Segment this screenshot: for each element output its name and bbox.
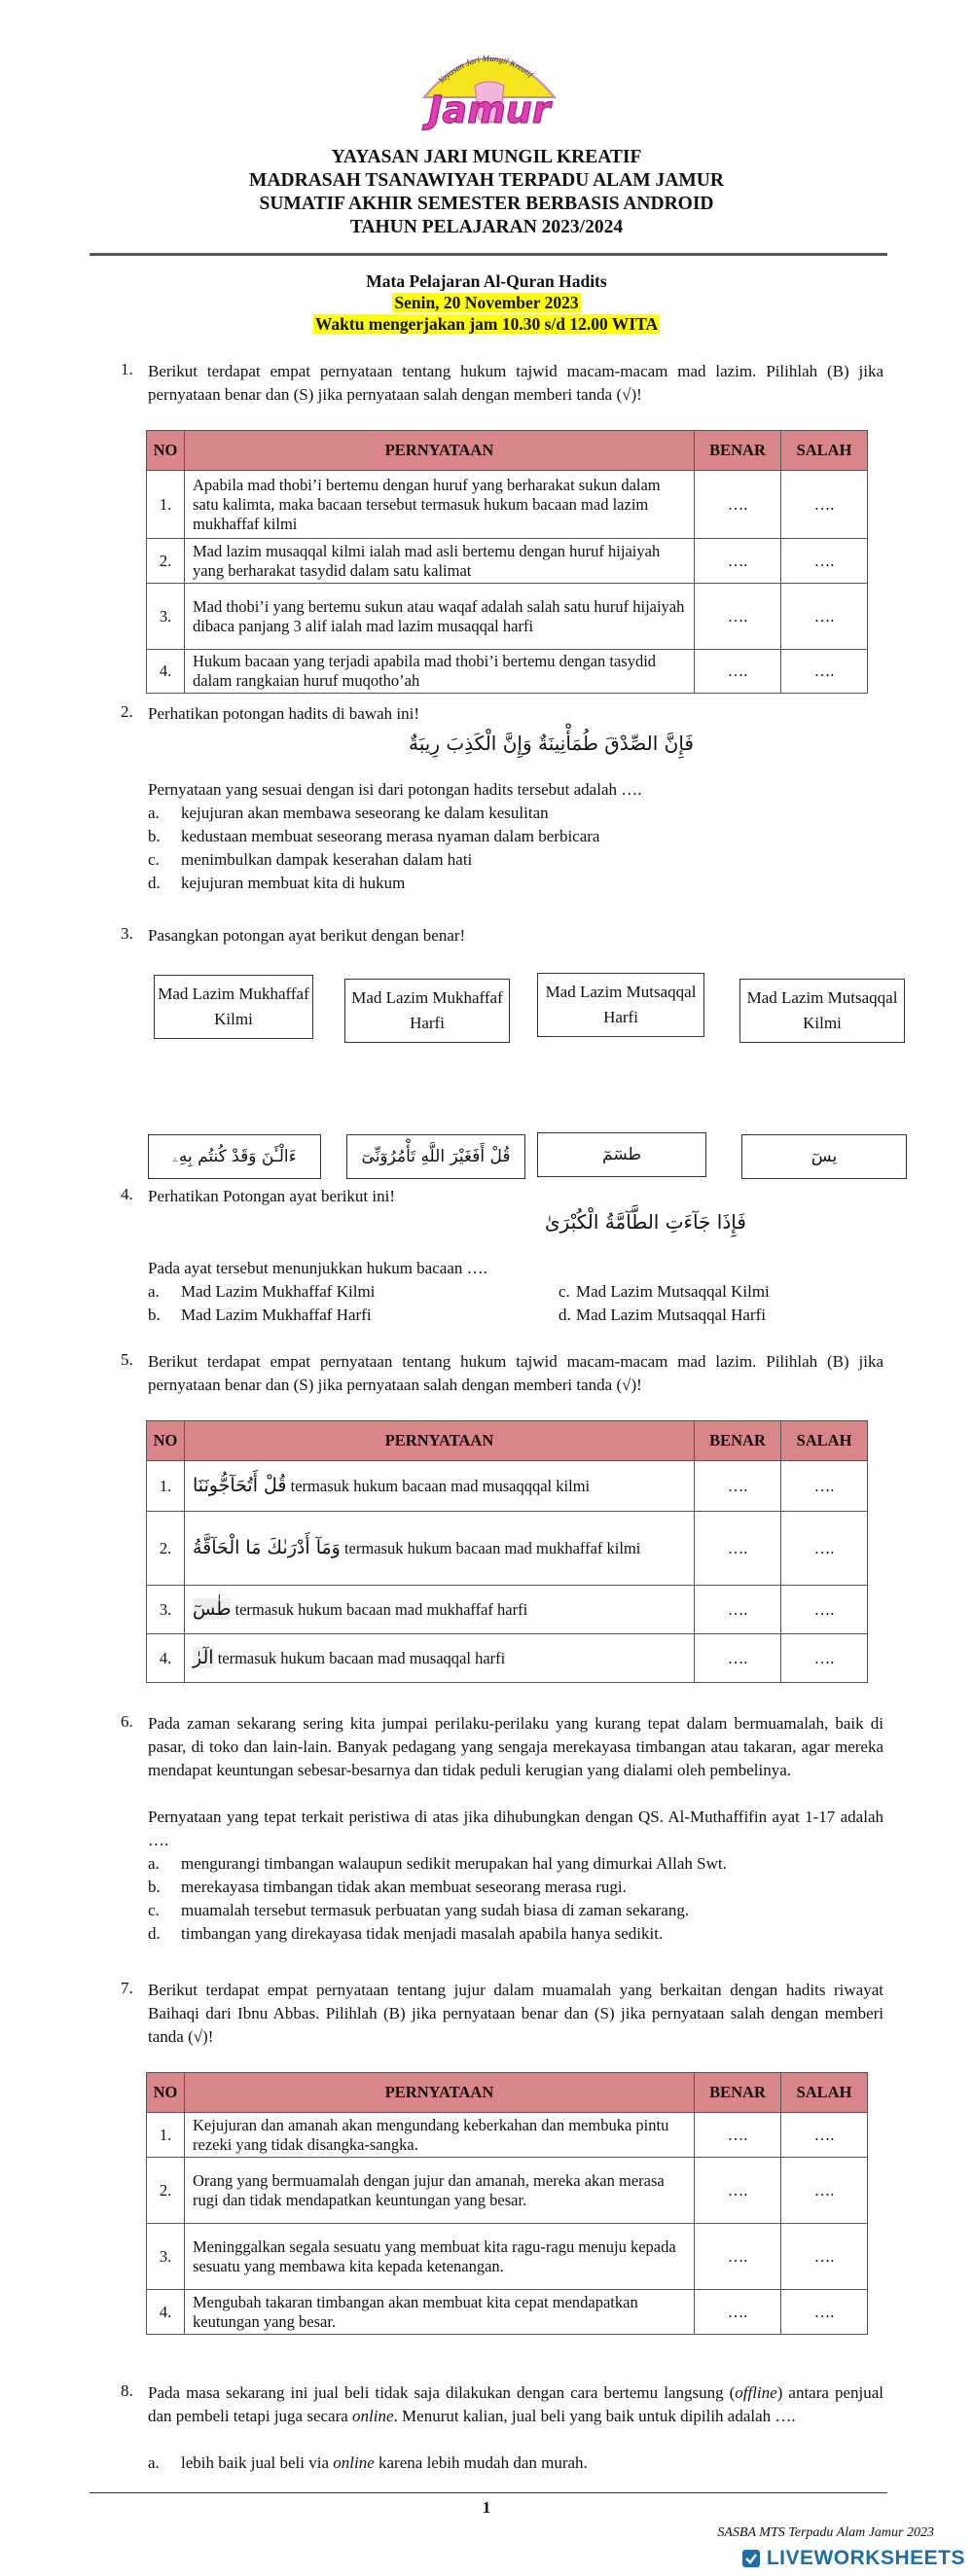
- answer-true[interactable]: ….: [695, 1461, 781, 1512]
- header-line-3: SUMATIF AKHIR SEMESTER BERBASIS ANDROID: [259, 194, 714, 214]
- q2-number: 2.: [121, 702, 133, 721]
- answer-false[interactable]: ….: [781, 2224, 868, 2290]
- col-no: NO: [147, 1421, 185, 1461]
- q4-option-c[interactable]: c. Mad Lazim Mutsaqqal Kilmi: [559, 1282, 770, 1301]
- table-row: 3. Meninggalkan segala sesuatu yang membuat kita ragu-ragu menuju kepada sesuatu yang membawa kita kepada ketenangan. …. ….: [147, 2224, 868, 2290]
- q4-text: Perhatikan Potongan ayat berikut ini!: [148, 1187, 395, 1205]
- table-row: 4. الٓرٰ termasuk hukum bacaan mad musaqqal harfi …. ….: [147, 1634, 868, 1683]
- q4-ayah-arabic: فَإِذَا جَآءَتِ الطَّآمَّةُ الْكُبْرَىٰ: [545, 1210, 746, 1234]
- q6-text: Pada zaman sekarang sering kita jumpai perilaku-perilaku yang kurang tepat dalam bermuamalah, baik di pasar, di toko dan lain-lain. Banyak pedagang yang sengaja merekayasa timbangan atau takaran, agar mereka mendapat keuntungan sebesar-besarnya dan tidak peduli kerugian yang dialami oleh pembelinya.: [148, 1714, 883, 1779]
- q5-text: Berikut terdapat empat pernyataan tentang hukum tajwid macam-macam mad lazim. Pilihlah (B) jika pernyataan benar dan (S) jika pernyataan salah dengan memberi tanda (√)!: [148, 1352, 883, 1394]
- subject-title: Mata Pelajaran Al-Quran Hadits: [366, 271, 607, 291]
- q1-number: 1.: [121, 360, 133, 378]
- answer-false[interactable]: ….: [781, 1461, 868, 1512]
- q4-option-a[interactable]: a. Mad Lazim Mukhaffaf Kilmi: [148, 1282, 376, 1301]
- answer-true[interactable]: ….: [695, 1512, 781, 1586]
- match-term-3[interactable]: Mad Lazim Mutsaqqal Harfi: [537, 973, 704, 1037]
- header-line-1: YAYASAN JARI MUNGIL KREATIF: [331, 147, 642, 167]
- table-row: 2. وَمَآ أَدْرَىٰكَ مَا الْحَآقَّةُ termasuk hukum bacaan mad mukhaffaf kilmi …. ….: [147, 1512, 868, 1586]
- answer-true[interactable]: ….: [695, 2158, 781, 2224]
- answer-true[interactable]: ….: [695, 2113, 781, 2158]
- table-row: 1. Kejujuran dan amanah akan mengundang keberkahan dan membuka pintu rezeki yang tidak disangka-sangka. …. ….: [147, 2113, 868, 2158]
- col-statement: PERNYATAAN: [185, 2073, 695, 2113]
- col-true: BENAR: [695, 1421, 781, 1461]
- table-row: 1. قُلْ أَتُحَآجُّونَنَا termasuk hukum bacaan mad musaqqqal kilmi …. ….: [147, 1461, 868, 1512]
- answer-true[interactable]: ….: [695, 1634, 781, 1683]
- answer-false[interactable]: ….: [781, 584, 868, 650]
- table-row: 2. Mad lazim musaqqal kilmi ialah mad asli bertemu dengan huruf hijaiyah yang berharakat tasydid dalam satu kalimat …. ….: [147, 539, 868, 584]
- answer-false[interactable]: ….: [781, 539, 868, 584]
- exam-date: Senin, 20 November 2023: [394, 293, 579, 312]
- answer-true[interactable]: ….: [695, 471, 781, 539]
- answer-true[interactable]: ….: [695, 2290, 781, 2335]
- footer-note: SASBA MTS Terpadu Alam Jamur 2023: [717, 2525, 934, 2540]
- q6-option-d[interactable]: d. timbangan yang direkayasa tidak menjadi masalah apabila hanya sedikit.: [148, 1924, 664, 1943]
- q2-text: Perhatikan potongan hadits di bawah ini!: [148, 704, 420, 723]
- q6-number: 6.: [121, 1712, 133, 1731]
- answer-true[interactable]: ….: [695, 2224, 781, 2290]
- q4-option-d[interactable]: d. Mad Lazim Mutsaqqal Harfi: [559, 1306, 766, 1324]
- q2-option-b[interactable]: b. kedustaan membuat seseorang merasa nyaman dalam berbicara: [148, 827, 600, 845]
- liveworksheets-text: LIVEWORKSHEETS: [766, 2547, 965, 2569]
- q2-question: Pernyataan yang sesuai dengan isi dari potongan hadits tersebut adalah ….: [148, 780, 642, 799]
- q4-number: 4.: [121, 1185, 133, 1203]
- answer-false[interactable]: ….: [781, 1634, 868, 1683]
- col-statement: PERNYATAAN: [185, 1421, 695, 1461]
- footer-divider: [90, 2492, 887, 2493]
- logo-text: Jamur: [428, 89, 551, 131]
- ayah-arabic: قُلْ أَتُحَآجُّونَنَا: [193, 1475, 287, 1496]
- match-ayah-3[interactable]: طسٓمٓ: [537, 1132, 706, 1177]
- table-row: 1. Apabila mad thobi’i bertemu dengan huruf yang berharakat sukun dalam satu kalimta, maka bacaan tersebut termasuk hukum bacaan mad lazim mukhaffaf kilmi …. ….: [147, 471, 868, 539]
- header-divider: [90, 253, 887, 256]
- answer-false[interactable]: ….: [781, 1512, 868, 1586]
- match-term-2[interactable]: Mad Lazim Mukhaffaf Harfi: [344, 979, 510, 1043]
- answer-true[interactable]: ….: [695, 1586, 781, 1634]
- match-ayah-4[interactable]: يسٓ: [741, 1134, 907, 1179]
- ayah-arabic: وَمَآ أَدْرَىٰكَ مَا الْحَآقَّةُ: [193, 1537, 341, 1558]
- match-ayah-2[interactable]: قُلْ أَفَغَيْرَ اللَّهِ تَأْمُرُوٓنِّىٓ: [346, 1134, 525, 1179]
- page-number: 1: [482, 2498, 491, 2517]
- q2-option-d[interactable]: d. kejujuran membuat kita di hukum: [148, 874, 406, 892]
- liveworksheets-logo-icon: [741, 2549, 761, 2568]
- col-false: SALAH: [781, 2073, 868, 2113]
- q6-option-b[interactable]: b. merekayasa timbangan tidak akan membuat seseorang merasa rugi.: [148, 1878, 627, 1896]
- header-line-2: MADRASAH TSANAWIYAH TERPADU ALAM JAMUR: [249, 170, 724, 191]
- q5-number: 5.: [121, 1350, 133, 1369]
- q1-text: Berikut terdapat empat pernyataan tentang hukum tajwid macam-macam mad lazim. Pilihlah (B) jika pernyataan benar dan (S) jika pernyataan salah dengan memberi tanda (√)!: [148, 362, 883, 404]
- table-row: 2. Orang yang bermuamalah dengan jujur dan amanah, mereka akan merasa rugi dan tidak mendapatkan keuntungan yang besar. …. ….: [147, 2158, 868, 2224]
- q2-option-a[interactable]: a. kejujuran akan membawa seseorang ke dalam kesulitan: [148, 804, 549, 822]
- q6-question: Pernyataan yang tepat terkait peristiwa di atas jika dihubungkan dengan QS. Al-Muthaffifin ayat 1-17 adalah ….: [148, 1807, 883, 1849]
- col-no: NO: [147, 2073, 185, 2113]
- school-logo: [407, 29, 572, 144]
- table-row: 3. طٰسٓ termasuk hukum bacaan mad mukhaffaf harfi …. ….: [147, 1586, 868, 1634]
- q4-question: Pada ayat tersebut menunjukkan hukum bacaan ….: [148, 1259, 487, 1277]
- table-row: 3. Mad thobi’i yang bertemu sukun atau waqaf adalah salah satu huruf hijaiyah dibaca panjang 3 alif ialah mad lazim musaqqal harfi …. ….: [147, 584, 868, 650]
- answer-true[interactable]: ….: [695, 650, 781, 694]
- col-false: SALAH: [781, 431, 868, 471]
- exam-time: Waktu mengerjakan jam 10.30 s/d 12.00 WITA: [314, 314, 659, 334]
- col-true: BENAR: [695, 431, 781, 471]
- ayah-arabic: طٰسٓ: [193, 1598, 232, 1620]
- logo-arc-text: Yayasan Jari Mungil Kreatif: [436, 53, 536, 86]
- q7-number: 7.: [121, 1979, 133, 1997]
- q2-option-c[interactable]: c. menimbulkan dampak keserahan dalam hati: [148, 850, 473, 869]
- ayah-arabic: الٓرٰ: [193, 1647, 214, 1668]
- table-row: 4. Mengubah takaran timbangan akan membuat kita cepat mendapatkan keutungan yang besar. …. ….: [147, 2290, 868, 2335]
- q4-option-b[interactable]: b. Mad Lazim Mukhaffaf Harfi: [148, 1306, 372, 1324]
- answer-false[interactable]: ….: [781, 2158, 868, 2224]
- q8-number: 8.: [121, 2381, 133, 2400]
- answer-false[interactable]: ….: [781, 471, 868, 539]
- answer-false[interactable]: ….: [781, 1586, 868, 1634]
- q8-option-a[interactable]: a. lebih baik jual beli via online karena lebih mudah dan murah.: [148, 2453, 588, 2472]
- col-statement: PERNYATAAN: [185, 431, 695, 471]
- match-term-4[interactable]: Mad Lazim Mutsaqqal Kilmi: [739, 979, 905, 1043]
- match-ayah-1[interactable]: ءَالْـَٔنَ وَقَدْ كُنتُم بِهِۦ: [148, 1134, 321, 1179]
- q2-hadith-arabic: فَإِنَّ الصِّدْقَ طُمَأْنِينَةٌ وَإِنَّ الْكَذِبَ رِيبَةٌ: [409, 732, 694, 755]
- q8-text: Pada masa sekarang ini jual beli tidak saja dilakukan dengan cara bertemu langsung (offline) antara penjual dan pembeli tetapi juga secara online. Menurut kalian, jual beli yang baik untuk dipilih adalah ….: [148, 2383, 883, 2425]
- q7-table: [146, 2072, 868, 2335]
- answer-false[interactable]: ….: [781, 2113, 868, 2158]
- answer-false[interactable]: ….: [781, 2290, 868, 2335]
- q1-table: [146, 430, 868, 694]
- answer-true[interactable]: ….: [695, 539, 781, 584]
- q6-option-c[interactable]: c. muamalah tersebut termasuk perbuatan yang sudah biasa di zaman sekarang.: [148, 1901, 690, 1919]
- q3-number: 3.: [121, 924, 133, 943]
- q6-option-a[interactable]: a. mengurangi timbangan walaupun sedikit merupakan hal yang dimurkai Allah Swt.: [148, 1854, 727, 1873]
- q3-text: Pasangkan potongan ayat berikut dengan benar!: [148, 926, 466, 945]
- col-true: BENAR: [695, 2073, 781, 2113]
- col-no: NO: [147, 431, 185, 471]
- q7-text: Berikut terdapat empat pernyataan tentang jujur dalam muamalah yang berkaitan dengan hadits riwayat Baihaqi dari Ibnu Abbas. Pilihlah (B) jika pernyataan benar dan (S) jika pernyataan salah dengan memberi tanda (√)!: [148, 1981, 883, 2046]
- answer-false[interactable]: ….: [781, 650, 868, 694]
- match-term-1[interactable]: Mad Lazim Mukhaffaf Kilmi: [154, 975, 313, 1039]
- header-line-4: TAHUN PELAJARAN 2023/2024: [349, 217, 624, 237]
- col-false: SALAH: [781, 1421, 868, 1461]
- liveworksheets-brand[interactable]: [595, 2545, 965, 2572]
- q5-table: [146, 1420, 868, 1683]
- answer-true[interactable]: ….: [695, 584, 781, 650]
- table-row: 4. Hukum bacaan yang terjadi apabila mad thobi’i bertemu dengan tasydid dalam rangkaian huruf muqotho’ah …. ….: [147, 650, 868, 694]
